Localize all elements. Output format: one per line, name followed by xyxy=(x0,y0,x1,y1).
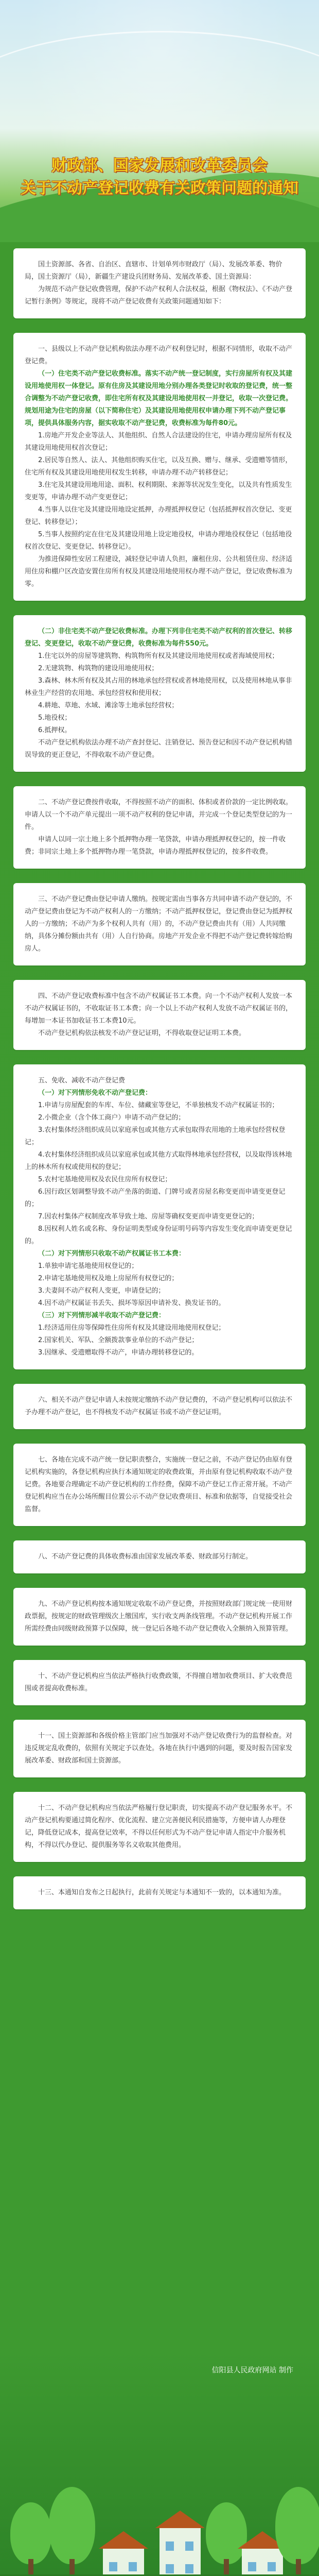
section-paragraph: 2.小微企业（含个体工商户）申请不动产登记的； xyxy=(38,1114,185,1122)
section-paragraph: 国土资源部、各省、自治区、直辖市、计划单列市财政厅（局）、发展改革委、物价局，国土资源厅（局），新疆生产建设兵团财务局、发展改革委、国土资源局： xyxy=(25,261,282,281)
section-paragraph: 3.因继承、受遗赠取得不动产，申请办理转移登记的。 xyxy=(38,1349,199,1357)
section-paragraph: 4.农村集体经济组织成员以家庭承包或其他方式取得林地承包经营权，以及取得该林地上的林木所有权或使用权的登记； xyxy=(25,1151,292,1171)
section-paragraph: 二、不动产登记费按件收取，不得按照不动产的面积、体积或者价款的一定比例收取。申请人以一个不动产单元提出一项不动产权利的登记申请，并完成一个登记类型登记的为一件。 xyxy=(25,799,293,831)
section-paragraph: （一）对下列情形免收不动产登记费： xyxy=(38,1089,152,1097)
section-paragraph: （二）对下列情形只收取不动产权属证书工本费： xyxy=(38,1250,186,1258)
section-paragraph: 十三、本通知自发布之日起执行，此前有关规定与本通知不一致的，以本通知为准。 xyxy=(38,1889,286,1896)
notice-section xyxy=(13,333,306,601)
house-icon xyxy=(103,2549,144,2576)
section-paragraph: （一）住宅类不动产登记收费标准。落实不动产统一登记制度，实行房屋所有权及其建设用地使用权一体登记。原有住房及其建设用地分别办理各类登记时收取的登记费，统一整合调整为不动产登记收费，即住宅所有权及其建设用地使用权一并登记，收取一次登记费。规划用途为住宅的房屋（以下简称住宅）及其建设用地使用权申请办理下列不动产登记事项，提供具体服务内容，据实收取不动产登记费，收费标准为每件80元。 xyxy=(25,370,293,427)
section-paragraph: 6.抵押权。 xyxy=(38,726,72,734)
house-icon xyxy=(160,2528,201,2576)
section-paragraph: 1.经济适用住房等保障性住房所有权及其建设用地使用权登记； xyxy=(38,1324,225,1332)
section-paragraph: 4.耕地、草地、水域、滩涂等土地承包经营权； xyxy=(38,702,179,709)
section-paragraph: 十、不动产登记机构应当依法严格执行收费政策，不得擅自增加收费项目、扩大收费范围或者提高收费标准。 xyxy=(25,1672,293,1692)
section-paragraph: 4.因不动产权属证书丢失、损坏等原因申请补发、换发证书的。 xyxy=(38,1299,225,1307)
section-paragraph: 2.国家机关、军队、全额拨款事业单位的不动产登记； xyxy=(38,1336,199,1344)
section-paragraph: 3.夫妻间不动产权利人变更，申请登记的； xyxy=(38,1287,165,1295)
notice-section xyxy=(13,1384,306,1429)
section-paragraph: 1.住宅以外的房屋等建筑物、构筑物所有权及其建设用地使用权或者海域使用权； xyxy=(38,652,279,660)
section-paragraph: 为规范不动产登记收费管理，保护不动产权利人合法权益，根据《物权法》、《不动产登记暂行条例》等规定，现将不动产登记收费有关政策问题通知如下： xyxy=(25,285,293,306)
notice-section xyxy=(13,1792,306,1862)
section-paragraph: 1.申请与房屋配套的车库、车位、储藏室等登记，不单独核发不动产权属证书的； xyxy=(38,1101,279,1109)
section-paragraph: 四、不动产登记收费标准中包含不动产权属证书工本费。向一个不动产权利人发放一本不动产权属证书的，不收取证书工本费；向一个以上不动产权利人发放不动产权属证书的，每增加一本证书加收证书工本费10元。 xyxy=(25,992,293,1025)
section-paragraph: 十二、不动产登记机构应当依法严格履行登记职责，切实提高不动产登记服务水平。不动产登记机构要通过简化程序、优化流程、建立完善便民利民措施等，方便申请人办理登记，降低登记成本，提高登记效率，不得以任何形式为不动产登记申请人指定中介服务机构，不得以代办登记、提供服务等名义收取其他费用。 xyxy=(25,1804,293,1849)
notice-section xyxy=(13,1540,306,1573)
title-line-1: 财政部、国家发展和改革委员会 xyxy=(51,157,268,175)
notice-section xyxy=(13,1660,306,1705)
section-paragraph: 九、不动产登记机构按本通知规定收取不动产登记费，并按照财政部门规定统一使用财政票据，按规定的财政管理级次上缴国库，实行收支两条线管理。不动产登记机构开展工作所需经费由同级财政预算予以保障，统一登记后各地不动产登记费收入全额纳入预算管理。 xyxy=(25,1600,293,1633)
section-paragraph: 6.因行政区划调整导致不动产坐落的街道、门牌号或者房屋名称变更而申请变更登记的； xyxy=(25,1188,286,1208)
section-paragraph: 十一、国土资源部和各级价格主管部门应当加强对不动产登记收费行为的监督检查。对违反规定乱收费的，依照有关规定予以查处。各地在执行中遇到的问题，要及时报告国家发展改革委、财政部和国土资源部。 xyxy=(25,1732,293,1765)
section-paragraph: （三）对下列情形减半收取不动产登记费： xyxy=(38,1312,166,1319)
section-paragraph: 八、不动产登记费的具体收费标准由国家发展改革委、财政部另行制定。 xyxy=(38,1553,253,1561)
section-paragraph: 申请人以同一宗土地上多个抵押物办理一笔贷款，申请办理抵押权登记的，按一件收费；非同宗土地上多个抵押物办理一笔贷款，申请办理抵押权登记的，按多件收费。 xyxy=(25,836,286,856)
notice-section xyxy=(13,615,306,772)
footer-illustration xyxy=(0,2349,319,2576)
section-paragraph: 5.农村宅基地使用权及农民住房所有权登记； xyxy=(38,1176,172,1183)
notice-section xyxy=(13,1876,306,1909)
notice-section xyxy=(13,980,306,1050)
section-paragraph: 1.单独申请宅基地使用权登记的； xyxy=(38,1262,138,1270)
section-paragraph: 4.当事人以住宅及其建设用地设定抵押，办理抵押权登记（包括抵押权首次登记、变更登记、转移登记）； xyxy=(25,506,292,526)
section-paragraph: （二）非住宅类不动产登记收费标准。办理下列非住宅类不动产权利的首次登记、转移登记、变更登记，收取不动产登记费，收费标准为每件550元。 xyxy=(25,628,293,648)
section-paragraph: 七、各地在完成不动产统一登记职责整合，实施统一登记之前，不动产登记仍由原有登记机构实施的，各登记机构应执行本通知规定的收费政策，并由原有登记机构收取不动产登记费。各地要合理确定不动产登记机构的工作经费，保障不动产登记工作正常开展。不动产登记机构应当在办公场所醒目位置公示不动产登记收费项目、标准和依据等，自觉接受社会监督。 xyxy=(25,1456,293,1513)
section-paragraph: 3.住宅及其建设用地用途、面积、权利期限、来源等状况发生变化，以及共有性质发生变更等，申请办理不动产变更登记； xyxy=(25,481,292,501)
notice-section xyxy=(13,248,306,318)
notice-content xyxy=(0,242,319,1909)
credit-text: 信阳县人民政府网站 制作 xyxy=(211,2366,293,2375)
header-banner xyxy=(0,0,319,242)
section-paragraph: 5.当事人按照约定在住宅及其建设用地上设定地役权，申请办理地役权登记（包括地役权首次登记、变更登记、转移登记）。 xyxy=(25,531,292,551)
section-paragraph: 2.无建筑物、构筑物的建设用地使用权； xyxy=(38,665,158,672)
section-paragraph: 不动产登记机构依法核发不动产登记证明，不得收取登记证明工本费。 xyxy=(38,1029,246,1037)
section-paragraph: 7.因农村集体产权制度改革导致土地、房屋等确权变更而申请变更登记的； xyxy=(38,1213,259,1221)
notice-section xyxy=(13,786,306,869)
page-title xyxy=(0,155,319,200)
section-paragraph: 1.房地产开发企业等法人、其他组织、自然人合法建设的住宅，申请办理房屋所有权及其建设用地使用权首次登记； xyxy=(25,432,292,452)
section-paragraph: 不动产登记机构依法办理不动产查封登记、注销登记、预告登记和因不动产登记机构错误导致的更正登记，不得收取不动产登记费。 xyxy=(25,739,293,759)
section-paragraph: 8.因权利人姓名或名称、身份证明类型或身份证明号码等内容发生变化而申请变更登记的。 xyxy=(25,1225,292,1245)
notice-section xyxy=(13,1720,306,1777)
notice-section xyxy=(13,1588,306,1646)
section-paragraph: 六、相关不动产登记申请人未按规定缴纳不动产登记费的，不动产登记机构可以依法不予办理不动产登记，也不得核发不动产权属证书或不动产登记证明。 xyxy=(25,1396,293,1416)
notice-section xyxy=(13,1444,306,1526)
section-paragraph: 3.森林、林木所有权及其占用的林地承包经营权或者林地使用权，以及使用林地从事非林业生产经营的农用地、承包经营权和使用权； xyxy=(25,677,292,697)
section-paragraph: 5.地役权； xyxy=(38,714,72,722)
house-icon xyxy=(242,2549,283,2576)
section-paragraph: 为推进保障性安居工程建设，减轻登记申请人负担，廉租住房、公共租赁住房、经济适用住房和棚户区改造安置住房所有权及其建设用地使用权办理不动产登记，登记收费标准为零。 xyxy=(25,555,293,588)
section-paragraph: 3.农村集体经济组织成员以家庭承包或其他方式承包取得农用地的土地承包经营权登记； xyxy=(25,1126,286,1146)
section-paragraph: 五、免收、减收不动产登记费 xyxy=(38,1077,126,1084)
notice-section xyxy=(13,883,306,965)
section-paragraph: 2.居民等自然人、法人、其他组织购买住宅，以及互换、赠与、继承、受遗赠等情形，住宅所有权及其建设用地使用权发生转移，申请办理不动产转移登记； xyxy=(25,456,292,477)
decorative-arc xyxy=(0,31,319,168)
title-line-2: 关于不动产登记收费有关政策问题的通知 xyxy=(21,179,298,197)
notice-section xyxy=(13,1064,306,1369)
section-paragraph: 一、县级以上不动产登记机构依法办理不动产权利登记时，根据不同情形，收取不动产登记费。 xyxy=(25,345,293,365)
section-paragraph: 三、不动产登记费由登记申请人缴纳。按规定需由当事各方共同申请不动产登记的，不动产登记费由登记为不动产权利人的一方缴纳；不动产抵押权登记，登记费由登记为抵押权人的一方缴纳；不动产为多个权利人共有（用）的，不动产登记费由共有（用）人共同缴纳，具体分摊份额由共有（用）人自行协商。房地产开发企业不得把不动产登记费转嫁给购房人。 xyxy=(25,895,293,953)
section-paragraph: 2.申请宅基地使用权及地上房屋所有权登记的； xyxy=(38,1275,179,1282)
